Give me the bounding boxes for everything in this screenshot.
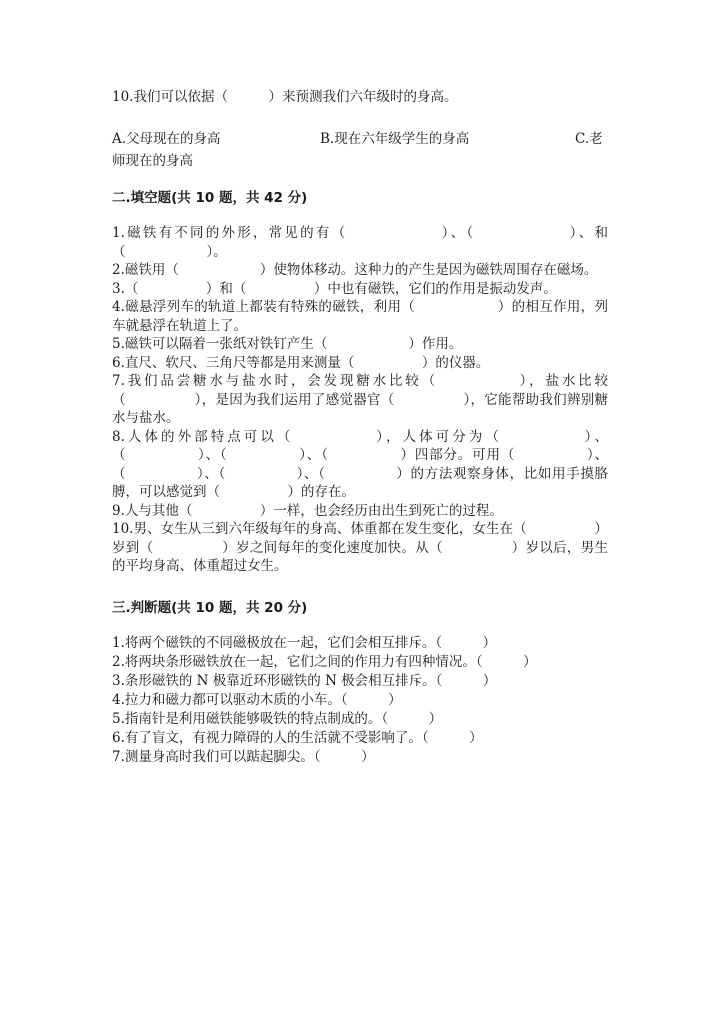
judge-question-list [112, 634, 608, 767]
fill-question-9: 9.人与其他（ ）一样，也会经历由出生到死亡的过程。 [112, 502, 503, 519]
fill-question-5: 5.磁铁可以隔着一张纸对铁钉产生（ ）作用。 [112, 336, 463, 352]
fill-question-2: 2.磁铁用（ ）使物体移动。这种力的产生是因为磁铁周围存在磁场。 [112, 262, 598, 278]
judge-question-4: 4.拉力和磁力都可以驱动木质的小车。（ ） [112, 691, 402, 708]
judge-question-1: 1.将两个磁铁的不同磁极放在一起，它们会相互排斥。（ ） [112, 634, 497, 651]
question-10-stem: 10.我们可以依据（ ）来预测我们六年级时的身高。 [112, 89, 458, 105]
fill-question-10: 10.男、女生从三到六年级每年的身高、体重都在发生变化，女生在（ ）岁到（ ）岁之间每年的变化速度加快。从（ ）岁以后，男生的平均身高、体重超过女生。 [112, 521, 608, 574]
judge-section-title: 三.判断题(共 10 题，共 20 分) [112, 599, 308, 616]
judge-question-3: 3.条形磁铁的 N 极靠近环形磁铁的 N 极会相互排斥。（ ） [112, 672, 497, 689]
fill-section-title: 二.填空题(共 10 题，共 42 分) [112, 190, 308, 206]
document-page [112, 86, 608, 767]
judge-question-7: 7.测量身高时我们可以踮起脚尖。（ ） [112, 748, 375, 765]
judge-question-6: 6.有了盲文，有视力障碍的人的生活就不受影响了。（ ） [112, 729, 483, 746]
judge-question-2: 2.将两块条形磁铁放在一起，它们之间的作用力有四种情况。（ ） [112, 653, 537, 670]
fill-question-3: 3.（ ）和（ ）中也有磁铁，它们的作用是振动发声。 [112, 280, 557, 297]
option-c: C.老 [575, 131, 603, 147]
fill-question-8: 8.人体的外部特点可以（ ），人体可分为（ ）、（ ）、（ ）、（ ）四部分。可用（ ）、（ ）、（ ）、（ ）的方法观察身体，比如用手摸胳膊，可以感觉到（ ）的存在。 [112, 428, 608, 500]
option-b: B.现在六年级学生的身高 [320, 131, 470, 147]
fill-question-7: 7.我们品尝糖水与盐水时，会发现糖水比较（ ），盐水比较（ ），是因为我们运用了感觉器官（ ），它能帮助我们辨别糖水与盐水。 [112, 373, 608, 426]
fill-question-6: 6.直尺、软尺、三角尺等都是用来测量（ ）的仪器。 [112, 354, 490, 371]
fill-question-list [112, 224, 608, 576]
option-c-continued: 师现在的身高 [112, 153, 193, 169]
judge-question-5: 5.指南针是利用磁铁能够吸铁的特点制成的。（ ） [112, 710, 443, 727]
fill-question-1: 1.磁铁有不同的外形，常见的有（ ）、（ ）、和（ ）。 [112, 225, 608, 260]
fill-question-4: 4.磁悬浮列车的轨道上都装有特殊的磁铁，利用（ ）的相互作用，列车就悬浮在轨道上了。 [112, 299, 608, 334]
option-a: A.父母现在的身高 [112, 131, 221, 147]
question-10-options [112, 128, 608, 150]
